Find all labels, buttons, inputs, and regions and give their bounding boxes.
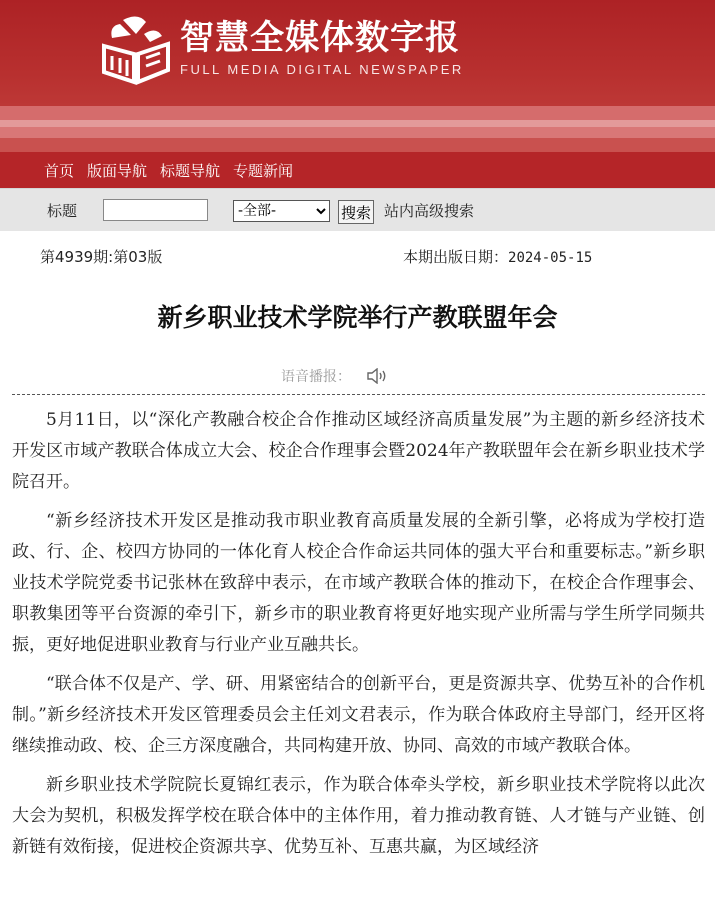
publish-date-label: 本期出版日期： [403,248,509,266]
article-paragraph: “联合体不仅是产、学、研、用紧密结合的创新平台，更是资源共享、优势互补的合作机制。”新乡经济技术开发区管理委员会主任刘文君表示，作为联合体政府主导部门，经开区将继续推动政、校、企三方深度融合，共同构建开放、协同、高效的市域产教联合体。 [12,674,705,756]
speaker-icon[interactable] [367,368,389,384]
article-paragraph: 5月11日，以“深化产教融合校企合作推动区域经济高质量发展”为主题的新乡经济技术开发区市域产教联合体成立大会、校企合作理事会暨2024年产教联盟年会在新乡职业技术学院召开。 [12,410,705,492]
nav-special-news[interactable]: 专题新闻 [233,162,294,180]
brand [180,16,464,77]
issue-meta [0,231,715,276]
nav-page-navigation[interactable]: 版面导航 [87,162,148,180]
article-title: 新乡职业技术学院举行产教联盟年会 [157,303,558,332]
search-label: 标题 [47,202,78,220]
nav-home[interactable]: 首页 [44,162,75,180]
banner-stripe [0,120,715,127]
publish-date [403,246,592,267]
main-nav [44,160,293,182]
search-input[interactable] [103,199,208,221]
voice-broadcast [0,356,715,394]
publish-date-value: 2024-05-15 [508,250,593,266]
article-body [0,395,715,863]
newspaper-logo-icon [96,8,176,88]
search-bar [0,188,715,231]
search-scope-select[interactable] [233,200,330,222]
nav-title-navigation[interactable]: 标题导航 [160,162,221,180]
masthead-banner [0,0,715,188]
banner-stripe [0,127,715,138]
article-paragraph: “新乡经济技术开发区是推动我市职业教育高质量发展的全新引擎，必将成为学校打造政、行、企、校四方协同的一体化育人校企合作命运共同体的强大平台和重要标志。”新乡职业技术学院党委书记张林在致辞中表示，在市域产教联合体的推动下，在校企合作理事会、职教集团等平台资源的牵引下，新乡市的职业教育将更好地实现产业所需与学生所学同频共振，更好地促进职业教育与行业产业互融共长。 [12,511,705,655]
article-paragraph: 新乡职业技术学院院长夏锦红表示，作为联合体牵头学校，新乡职业技术学院将以此次大会为契机，积极发挥学校在联合体中的主体作用，着力推动教育链、人才链与产业链、创新链有效衔接，促进校企资源共享、优势互补、互惠共赢，为区域经济 [12,775,705,857]
advanced-search-link[interactable]: 站内高级搜索 [384,202,475,220]
brand-title: 智慧全媒体数字报 [180,18,460,58]
voice-broadcast-label: 语音播报： [281,369,351,385]
brand-subtitle: FULL MEDIA DIGITAL NEWSPAPER [180,62,464,77]
search-button[interactable]: 搜索 [338,200,374,224]
banner-stripe [0,106,715,120]
banner-stripe [0,138,715,152]
issue-number: 第4939期:第03版 [40,248,163,266]
